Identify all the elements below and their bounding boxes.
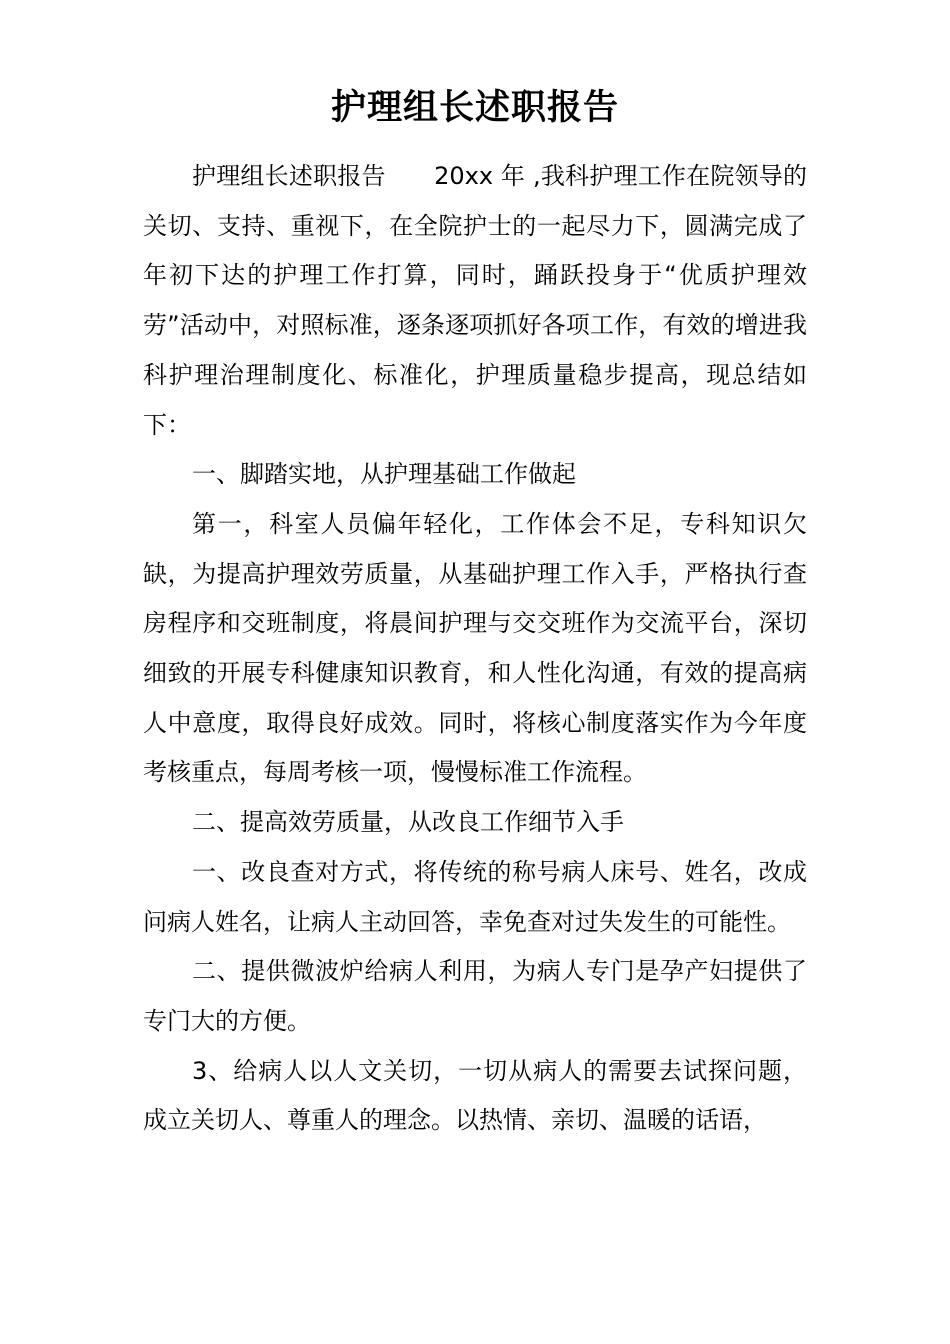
paragraph-item-2: 二、提供微波炉给病人利用，为病人专门是孕产妇提供了专门大的方便。 (143, 957, 807, 1035)
paragraph-item-3: 3、给病人以人文关切，一切从病人的需要去试探问题，成立关切人、尊重人的理念。以热情、亲切、温暖的话语， (143, 1056, 807, 1135)
section-heading-1: 一、脚踏实地，从护理基础工作做起 (192, 460, 576, 489)
paragraph-item-1: 一、改良查对方式，将传统的称号病人床号、姓名，改成问病人姓名，让病人主动回答，幸免查对过失发生的可能性。 (143, 857, 807, 936)
document-title: 护理组长述职报告 (330, 87, 619, 128)
document-body (143, 152, 807, 1146)
paragraph-section-1: 第一，科室人员偏年轻化，工作体会不足，专科知识欠缺，为提高护理效劳质量，从基础护理工作入手，严格执行查房程序和交班制度，将晨间护理与交交班作为交流平台，深切细致的开展专科健康知识教育，和人性化沟通，有效的提高病人中意度，取得良好成效。同时，将核心制度落实作为今年度考核重点，每周考核一项，慢慢标准工作流程。 (143, 509, 807, 787)
section-heading-2: 二、提高效劳质量，从改良工作细节入手 (192, 808, 624, 837)
paragraph-intro: 护理组长述职报告 20xx 年 ,我科护理工作在院领导的关切、支持、重视下，在全院护士的一起尽力下，圆满完成了年初下达的护理工作打算，同时，踊跃投身于“优质护理效劳”活动中，对照标准，逐条逐项抓好各项工作，有效的增进我科护理治理制度化、标准化，护理质量稳步提高，现总结如下： (143, 162, 807, 439)
